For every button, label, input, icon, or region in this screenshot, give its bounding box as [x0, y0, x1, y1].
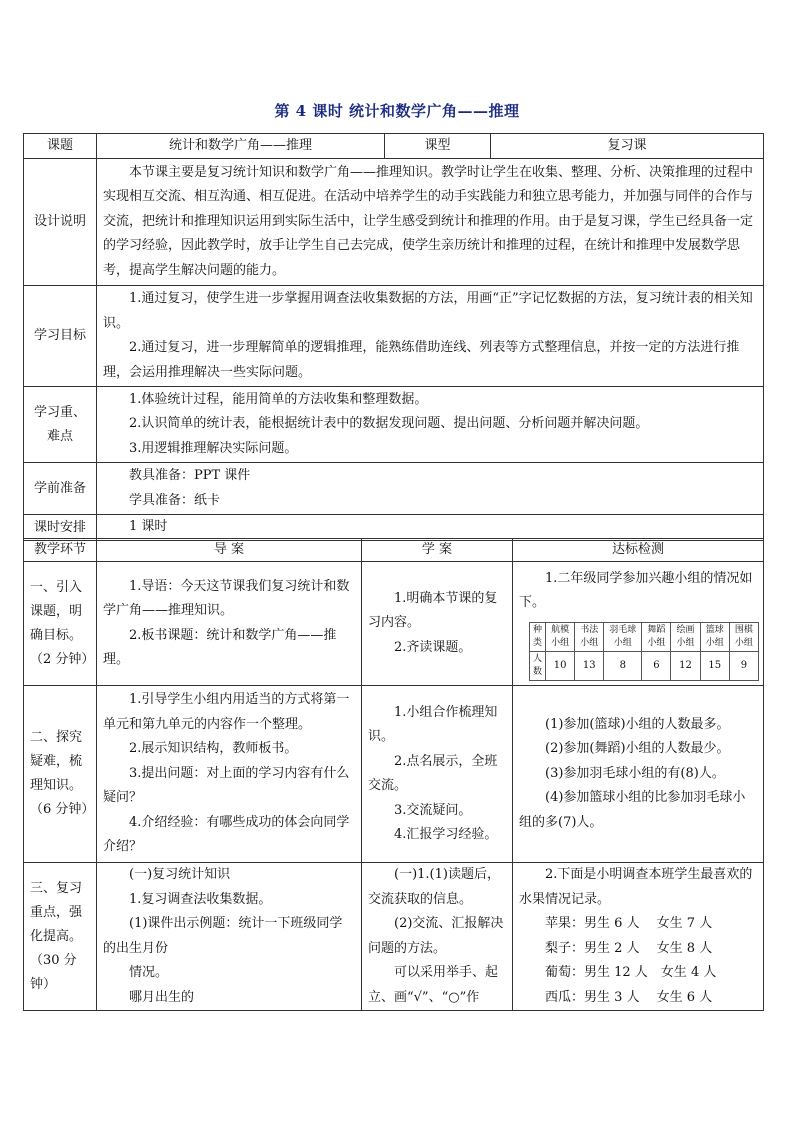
guide-item: 1.复习调查法收集数据。	[129, 891, 272, 907]
key-point-item: 3.用逻辑推理解决实际问题。	[129, 440, 298, 456]
group-name: 羽毛球	[609, 624, 637, 635]
study-item: 1.明确本节课的复习内容。	[368, 590, 498, 631]
group-count: 9	[729, 651, 758, 680]
interest-group-table	[529, 622, 759, 681]
design-row	[24, 159, 764, 286]
row-label-b: 类	[532, 637, 542, 648]
student-prep: 学具准备：纸卡	[129, 492, 221, 508]
row-label: 人	[532, 653, 542, 664]
guide-item: 情况。	[129, 965, 169, 980]
row-label: 种	[532, 624, 542, 635]
study-item: 2.齐读课题。	[394, 639, 472, 655]
group-name: 篮球	[705, 624, 724, 635]
group-suffix: 小组	[647, 637, 666, 648]
study-item: 2.点名展示，全班交流。	[368, 753, 498, 793]
guide-item: 2.展示知识结构，教师板书。	[129, 741, 298, 757]
group-suffix: 小组	[676, 637, 695, 648]
teacher-prep: 教具准备：PPT 课件	[129, 468, 251, 483]
prep-row	[24, 463, 764, 515]
group-count: 12	[671, 651, 700, 680]
section-1-row	[24, 562, 764, 686]
topic-value: 统计和数学广角——推理	[97, 134, 385, 159]
stage-line: 化提高。	[30, 928, 83, 944]
stage-line: 确目标。	[30, 627, 83, 643]
fruit-record: 苹果：男生 6 人 女生 7 人	[545, 916, 713, 931]
stage-line: 理知识。	[30, 778, 83, 793]
stage-line: （6 分钟）	[30, 802, 95, 817]
topic-label: 课题	[24, 134, 97, 159]
group-count-row	[530, 651, 759, 680]
guide-item: 哪月出生的	[129, 989, 195, 1005]
group-name: 书法	[580, 624, 599, 635]
stage-line: 重点，强	[30, 904, 83, 920]
group-suffix: 小组	[734, 637, 753, 648]
guide-heading: (一)复习统计知识	[129, 867, 231, 882]
stage-line: 一、引入	[30, 579, 83, 595]
stage-line: 疑难，梳	[30, 754, 83, 769]
group-suffix: 小组	[705, 637, 724, 648]
teaching-process-table	[23, 538, 764, 1011]
schedule-value: 1 课时	[129, 519, 168, 535]
stage-line: 二、探究	[30, 730, 83, 745]
guide-item: 4.介绍经验：有哪些成功的体会向同学介绍？	[103, 814, 350, 855]
stage-line: （30 分钟）	[30, 952, 77, 992]
group-count: 13	[575, 651, 604, 680]
lesson-info-table	[23, 133, 764, 541]
stage-line: 三、复习	[30, 880, 83, 896]
check-intro: 1.二年级同学参加兴趣小组的情况如下。	[519, 570, 753, 610]
group-name: 航模	[551, 624, 570, 635]
stage-line: （2 分钟）	[30, 651, 95, 667]
guide-item: (1)课件出示例题：统计一下班级同学的出生月份	[103, 916, 343, 956]
type-value: 复习课	[491, 134, 764, 159]
study-item: 可以采用举手、起立、画“√”、“○”作	[368, 965, 499, 1005]
check-intro: 2.下面是小明调查本班学生最喜欢的水果情况记录。	[519, 867, 753, 907]
group-name: 围棋	[734, 624, 753, 635]
check-answer: (2)参加(舞蹈)小组的人数最少。	[545, 741, 730, 757]
stage-header: 教学环节	[24, 539, 97, 562]
page-title: 第 4 课时 统计和数学广角——推理	[274, 102, 520, 120]
design-label: 设计说明	[24, 159, 97, 286]
guide-header: 导 案	[97, 539, 362, 562]
study-item: 4.汇报学习经验。	[394, 827, 498, 842]
type-label: 课型	[385, 134, 491, 159]
stage-line: 课题，明	[30, 603, 83, 619]
check-answer: (3)参加羽毛球小组的有(8)人。	[545, 765, 725, 781]
check-answer: (4)参加篮球小组的比参加羽毛球小组的多(7)人。	[519, 790, 746, 830]
goal-item: 2.通过复习，进一步理解简单的逻辑推理，能熟练借助连线、列表等方式整理信息，并按一定的方法进行推理，会运用推理解决一些实际问题。	[103, 340, 740, 380]
row-label-b: 数	[532, 666, 542, 677]
group-count: 6	[642, 651, 671, 680]
fruit-record: 葡萄：男生 12 人 女生 4 人	[545, 965, 717, 980]
study-item: (2)交流、汇报解决问题的方法。	[368, 916, 504, 956]
guide-item: 2.板书课题：统计和数学广角——推理。	[103, 627, 337, 667]
study-item: (一)1.(1)读题后，交流获取的信息。	[368, 867, 500, 907]
group-suffix: 小组	[580, 637, 599, 648]
prep-label: 学前准备	[24, 463, 97, 515]
guide-item: 1.引导学生小组内用适当的方式将第一单元和第九单元的内容作一个整理。	[103, 692, 350, 732]
design-text: 本节课主要是复习统计知识和数学广角——推理知识。教学时让学生在收集、整理、分析、决策推理的过程中实现相互交流、相互沟通、相互促进。在活动中培养学生的动手实践能力和独立思考能力，并加强与同伴的合作与交流，把统计和推理知识运用到实际生活中，让学生感受到统计和推理的作用。由于是复习课，学生已经具备一定的学习经验，因此教学时，放手让学生自己去完成，使学生亲历统计和推理的过程，在统计和推理中发展数学思考，提高学生解决问题的能力。	[103, 164, 754, 278]
key-points-label: 学习重、	[33, 404, 86, 420]
check-answer: (1)参加(篮球)小组的人数最多。	[545, 716, 730, 732]
guide-item: 1.导语：今天这节课我们复习统计和数学广角——推理知识。	[103, 578, 350, 618]
key-points-row	[24, 387, 764, 463]
column-header-row	[24, 539, 764, 562]
study-header: 学 案	[362, 539, 513, 562]
fruit-record: 梨子：男生 2 人 女生 8 人	[545, 940, 713, 956]
group-name-row	[530, 622, 759, 651]
section-3-row	[24, 863, 764, 1011]
section-2-row	[24, 686, 764, 863]
topic-row	[24, 134, 764, 159]
fruit-record: 西瓜：男生 3 人 女生 6 人	[545, 989, 713, 1005]
group-name: 绘画	[676, 624, 695, 635]
group-name: 舞蹈	[647, 624, 666, 635]
group-suffix: 小组	[613, 637, 632, 648]
key-point-item: 1.体验统计过程，能用简单的方法收集和整理数据。	[129, 391, 428, 407]
schedule-row	[24, 515, 764, 541]
study-item: 1.小组合作梳理知识。	[368, 704, 498, 744]
goals-row	[24, 286, 764, 387]
guide-item: 3.提出问题：对上面的学习内容有什么疑问？	[103, 765, 350, 806]
key-point-item: 2.认识简单的统计表，能根据统计表中的数据发现问题、提出问题、分析问题并解决问题。	[129, 416, 649, 432]
key-points-label-2: 难点	[46, 428, 73, 444]
schedule-label: 课时安排	[24, 515, 97, 541]
goals-label: 学习目标	[24, 286, 97, 387]
group-count: 8	[604, 651, 642, 680]
check-header: 达标检测	[513, 539, 764, 562]
study-item: 3.交流疑问。	[394, 802, 472, 818]
group-count: 10	[546, 651, 575, 680]
group-suffix: 小组	[551, 637, 570, 648]
group-count: 15	[700, 651, 729, 680]
goal-item: 1.通过复习，使学生进一步掌握用调查法收集数据的方法，用画“正”字记忆数据的方法，复习统计表的相关知识。	[103, 291, 753, 331]
